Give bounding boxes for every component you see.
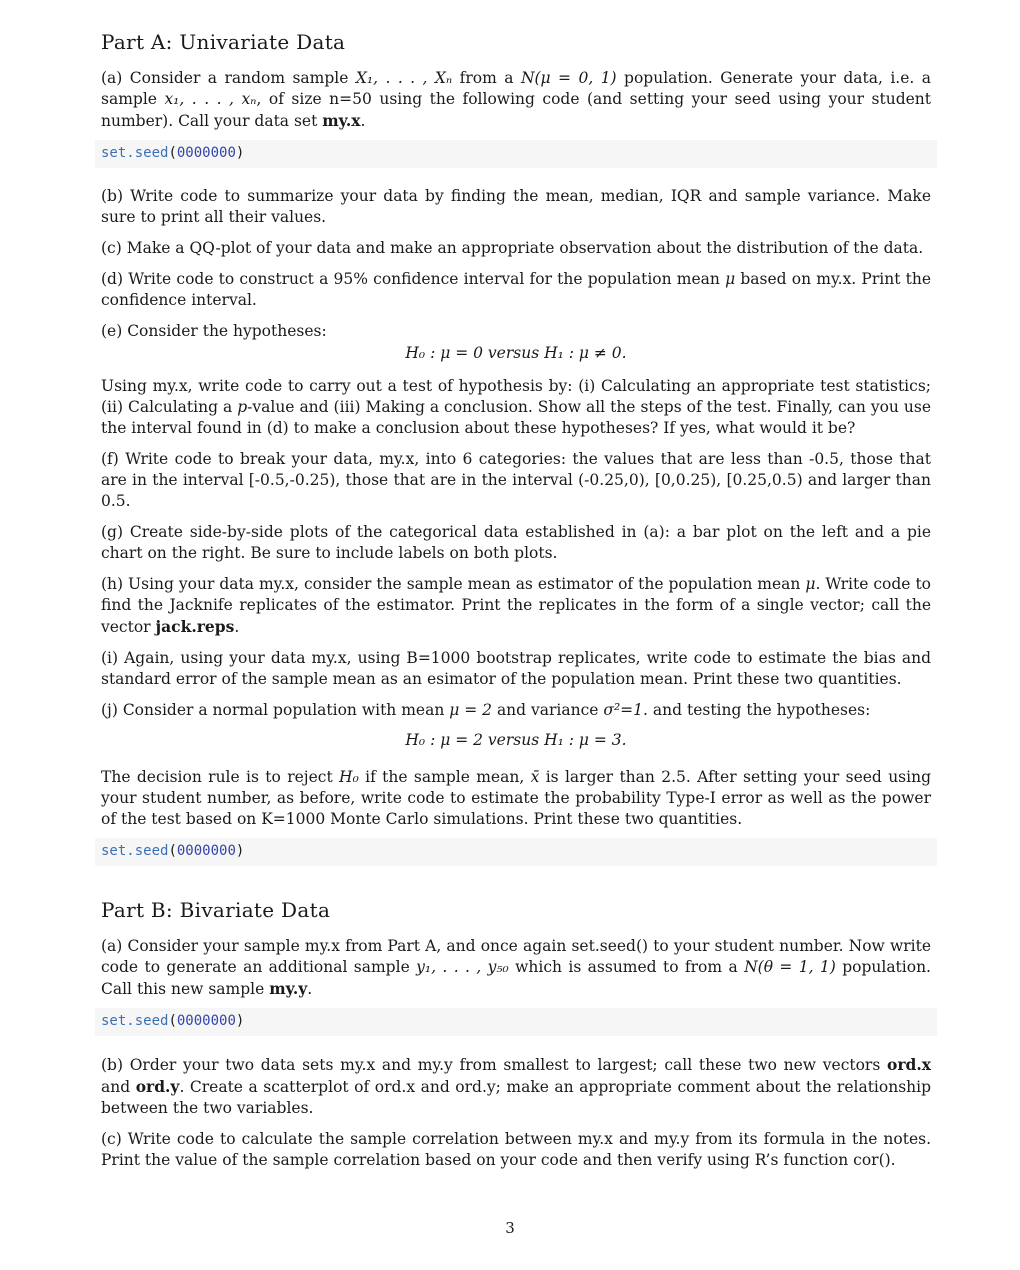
part-b-item-c: (c) Write code to calculate the sample correlation between my.x and my.y from its formula in the notes. Print the value of the sample correlation based on your code and then verify using R’s function cor(). bbox=[101, 1130, 931, 1169]
part-a-item-i: (i) Again, using your data my.x, using B=1000 bootstrap replicates, write code to estimate the bias and standard error of the sample mean as an esimator of the population mean. Print these two quantities. bbox=[101, 649, 931, 688]
part-a-item-d: (d) Write code to construct a 95% confidence interval for the population mean μ based on my.x. Print the confidence interval. bbox=[101, 270, 931, 309]
code-block-seed-2: set.seed(0000000) bbox=[95, 838, 937, 866]
part-b-item-a: (a) Consider your sample my.x from Part A, and once again set.seed() to your student number. Now write code to generate an additional sample y₁, . . . , y₅₀ which is assumed to from a N(θ = 1, 1) population. Call this new sample my.y. bbox=[101, 937, 931, 998]
page-number: 3 bbox=[505, 1219, 515, 1237]
part-a-item-c: (c) Make a QQ-plot of your data and make an appropriate observation about the distribution of the data. bbox=[101, 239, 924, 257]
document-page bbox=[101, 30, 931, 1181]
part-a-item-g: (g) Create side-by-side plots of the categorical data established in (a): a bar plot on the left and a pie chart on the right. Be sure to include labels on both plots. bbox=[101, 523, 931, 562]
hypotheses-display-e: H₀ : μ = 0 versus H₁ : μ ≠ 0. bbox=[405, 344, 627, 362]
part-a-item-h: (h) Using your data my.x, consider the sample mean as estimator of the population mean μ. Write code to find the Jacknife replicates of the estimator. Print the replicates in the form of a single vector; call the vector jack.reps. bbox=[101, 575, 931, 636]
code-block-seed-1: set.seed(0000000) bbox=[95, 140, 937, 168]
part-a-item-e-body: Using my.x, write code to carry out a test of hypothesis by: (i) Calculating an appropriate test statistics; (ii) Calculating a p-value and (iii) Making a conclusion. Show all the steps of the test. Finally, can you use the interval found in (d) to make a conclusion about these hypotheses? If yes, what would it be? bbox=[101, 377, 932, 437]
part-b-item-b: (b) Order your two data sets my.x and my.y from smallest to largest; call these two new vectors ord.x and ord.y. Create a scatterplot of ord.x and ord.y; make an appropriate comment about the relationship between the two variables. bbox=[101, 1055, 932, 1117]
part-a-item-f: (f) Write code to break your data, my.x, into 6 categories: the values that are less than -0.5, those that are in the interval [-0.5,-0.25), those that are in the interval (-0.25,0), [0,0.25), [0.25,0.5) and larger than 0.5. bbox=[101, 450, 931, 510]
part-b-heading: Part B: Bivariate Data bbox=[101, 898, 331, 922]
part-a-item-j-body: The decision rule is to reject H₀ if the sample mean, x̄ is larger than 2.5. After setting your seed using your student number, as before, write code to estimate the probability Type-I error as well as the power of the test based on K=1000 Monte Carlo simulations. Print these two quantities. bbox=[101, 768, 932, 828]
code-block-seed-3: set.seed(0000000) bbox=[95, 1008, 937, 1036]
part-a-item-j: (j) Consider a normal population with mean μ = 2 and variance σ²=1. and testing the hypotheses: bbox=[101, 701, 871, 719]
hypotheses-display-j: H₀ : μ = 2 versus H₁ : μ = 3. bbox=[405, 731, 627, 749]
part-a-item-b: (b) Write code to summarize your data by finding the mean, median, IQR and sample variance. Make sure to print all their values. bbox=[101, 187, 931, 226]
part-a-item-a: (a) Consider a random sample X₁, . . . , Xₙ from a N(μ = 0, 1) population. Generate your data, i.e. a sample x₁, . . . , xₙ, of size n=50 using the following code (and setting your seed using your student number). Call your data set my.x. bbox=[101, 69, 932, 130]
part-a-item-e: (e) Consider the hypotheses: bbox=[101, 322, 327, 340]
part-a-heading: Part A: Univariate Data bbox=[101, 30, 346, 54]
